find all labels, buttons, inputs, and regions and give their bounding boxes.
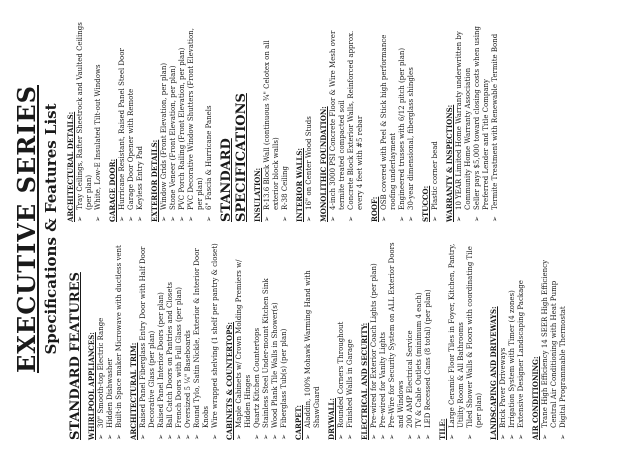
spec-section: [294, 236, 322, 440]
spec-section: [370, 18, 416, 222]
list-item-text: Wire wrapped shelving (1 shelf per pantry & closet): [211, 243, 219, 428]
arrow-bullet-icon: ➢: [455, 216, 463, 222]
arrow-bullet-icon: ➢: [508, 434, 516, 440]
section-list: [541, 236, 568, 440]
list-item: [178, 18, 187, 222]
list-item-text: Tiled Shower Walls & Floors with coordinating Tile (per plan): [466, 246, 483, 428]
section-list: [329, 18, 365, 222]
list-item: [415, 236, 424, 440]
arrow-bullet-icon: ➢: [329, 216, 337, 222]
list-item-text: Maple Cabinets w/ Crown Molding Premiers w/ Hidden Hinges: [235, 259, 252, 428]
list-item: [473, 18, 491, 222]
list-item-text: Stone Veneer (Front Elevation, per plan): [169, 65, 177, 210]
list-item: [379, 236, 388, 440]
list-item: [169, 18, 178, 222]
list-item: [193, 236, 211, 440]
section-list: [455, 18, 500, 222]
list-item-text: Termite Treatment with Renewable Termite Bond: [491, 33, 499, 210]
columns: [66, 18, 573, 440]
list-item-text: Brick Paver Driveways: [499, 347, 507, 428]
document-subtitle: Specifications & Features List: [42, 103, 60, 355]
list-item-text: PVC Porch Railing (Front Elevation, per plan): [178, 47, 186, 210]
spec-section: [225, 236, 289, 440]
list-item: [211, 236, 220, 440]
list-item-text: 30" Smooth-top Electric Range: [97, 317, 105, 428]
list-item-text: Tray Ceilings, Rafter Sheetrock and Vaulted Ceilings (per plan): [76, 22, 93, 210]
arrow-bullet-icon: ➢: [262, 434, 270, 440]
list-item-text: Pre-wired for Exterior Coach Lights (per plan): [370, 263, 378, 428]
list-item: [559, 236, 568, 440]
list-item-text: Hidden Dishwasher: [106, 358, 114, 428]
list-item-text: Hurricane Resistant, Raised Panel Steel Door: [118, 48, 126, 210]
list-item-text: Irrigation System with Timer (4 zones): [508, 290, 516, 428]
list-item-text: French Doors with Full Glass (per plan): [175, 286, 183, 428]
list-item: [118, 18, 127, 222]
arrow-bullet-icon: ➢: [380, 216, 388, 222]
list-item: [407, 18, 416, 222]
section-list: [448, 236, 484, 440]
list-item: [305, 18, 314, 222]
list-item-text: OSB covered with Peel & Stick high performance roofing underlayment: [380, 34, 397, 210]
list-item: [187, 18, 205, 222]
arrow-bullet-icon: ➢: [398, 216, 406, 222]
list-item-text: 16" on Center Wood Studs: [305, 116, 313, 210]
list-item: [388, 236, 406, 440]
list-item: [235, 236, 253, 440]
section-list: [235, 236, 289, 440]
arrow-bullet-icon: ➢: [184, 434, 192, 440]
section-title: EXTERIOR DETAILS:: [150, 139, 159, 222]
arrow-bullet-icon: ➢: [347, 216, 355, 222]
section-title: CARPET:: [294, 405, 303, 440]
list-item-text: Rounded Corners Throughout: [337, 321, 345, 428]
spec-section: [129, 236, 220, 440]
list-item: [157, 236, 166, 440]
right-bottom-sections: [253, 18, 500, 222]
list-item-text: Oversized 5 ¼" Baseboards: [184, 330, 192, 428]
list-item: [175, 236, 184, 440]
list-item: [263, 18, 281, 222]
left-column: [66, 236, 573, 440]
list-item-text: R-13.6 Block Wall (continuous ¾" Celotex on all exterior block walls): [263, 40, 280, 210]
section-title: LANDSCAPING AND DRIVEWAYS:: [489, 306, 498, 440]
arrow-bullet-icon: ➢: [424, 434, 432, 440]
list-item-text: Large Ceramic Floor Tiles in Foyer, Kitchen, Pantry, Utility Room & All Bathrooms: [448, 243, 465, 428]
list-item-text: Window Grids (Front Elevation, per plan): [160, 62, 168, 210]
list-item-text: Extensive Designer Landscaping Package: [517, 280, 525, 428]
list-item-text: Garage Door Opener with Remote: [127, 88, 135, 210]
right-column: [66, 18, 573, 222]
standard-specifications-heading: STANDARD SPECIFICATIONS: [219, 93, 249, 222]
list-item: [499, 236, 508, 440]
list-item-text: 6" Fascia & Hurricane Panels: [205, 105, 213, 210]
section-list: [97, 236, 124, 440]
list-item: [253, 236, 262, 440]
arrow-bullet-icon: ➢: [115, 434, 123, 440]
list-item-text: Engineered trusses with 6/12 pitch (per plan): [398, 47, 406, 210]
arrow-bullet-icon: ➢: [466, 434, 474, 440]
arrow-bullet-icon: ➢: [139, 434, 147, 440]
list-item-text: Built-in Space maker Microwave with ductless vent: [115, 245, 123, 428]
section-title: ELECTRICAL AND SECURITY:: [360, 322, 369, 440]
section-list: [139, 236, 220, 440]
spec-section: [253, 18, 290, 222]
arrow-bullet-icon: ➢: [370, 434, 378, 440]
section-list: [499, 236, 526, 440]
arrow-bullet-icon: ➢: [559, 434, 567, 440]
arrow-bullet-icon: ➢: [388, 434, 396, 440]
section-title: TILE:: [438, 418, 447, 440]
section-list: [431, 18, 440, 222]
list-item: [448, 236, 466, 440]
list-item-text: Wood Plank Tile Walls in Shower(s): [271, 302, 279, 428]
section-list: [370, 236, 433, 440]
arrow-bullet-icon: ➢: [281, 216, 289, 222]
arrow-bullet-icon: ➢: [187, 216, 195, 222]
arrow-bullet-icon: ➢: [431, 216, 439, 222]
arrow-bullet-icon: ➢: [160, 216, 168, 222]
list-item-text: Stainless Steel Under-mount Kitchen Sink: [262, 278, 270, 428]
section-list: [380, 18, 416, 222]
list-item: [329, 18, 347, 222]
list-item: [139, 236, 157, 440]
arrow-bullet-icon: ➢: [94, 216, 102, 222]
section-title: WHIRLPOOL APPLIANCES:: [87, 332, 96, 440]
arrow-bullet-icon: ➢: [263, 216, 271, 222]
arrow-bullet-icon: ➢: [305, 216, 313, 222]
list-item: [281, 18, 290, 222]
arrow-bullet-icon: ➢: [166, 434, 174, 440]
list-item: [424, 236, 433, 440]
spec-section: [327, 236, 355, 440]
list-item: [160, 18, 169, 222]
arrow-bullet-icon: ➢: [379, 434, 387, 440]
arrow-bullet-icon: ➢: [304, 434, 312, 440]
standard-features-heading: STANDARD FEATURES: [68, 272, 83, 440]
section-title: DRYWALL:: [327, 398, 336, 440]
list-item: [517, 236, 526, 440]
document-title: EXECUTIVE SERIES: [12, 85, 41, 374]
list-item: [398, 18, 407, 222]
arrow-bullet-icon: ➢: [448, 434, 456, 440]
list-item: [455, 18, 473, 222]
arrow-bullet-icon: ➢: [517, 434, 525, 440]
section-list: [160, 18, 214, 222]
spec-section: [319, 18, 365, 222]
spec-section: [438, 236, 484, 440]
list-item: [380, 18, 398, 222]
arrow-bullet-icon: ➢: [415, 434, 423, 440]
list-item-text: 200 AMP Electrical Service: [406, 330, 414, 428]
list-item-text: Raised Panel Interior Doors (per plan): [157, 292, 165, 428]
list-item-text: Aladdin, 100% Mohawk Warming Hand with ShawGuard: [304, 270, 321, 428]
section-title: CABINETS & COUNTERTOPS:: [225, 321, 234, 440]
section-list: [305, 18, 314, 222]
list-item: [541, 236, 559, 440]
list-item: [280, 236, 289, 440]
spec-section: [66, 18, 103, 222]
list-item-text: Quartz Kitchen Countertops: [253, 327, 261, 428]
spec-section: [489, 236, 526, 440]
section-title: MONOLITHIC FOUNDATION:: [319, 106, 328, 222]
list-item: [166, 236, 175, 440]
list-item-text: Keyless Entry Pad: [136, 146, 144, 210]
section-title: STUCCO:: [421, 185, 430, 222]
arrow-bullet-icon: ➢: [106, 434, 114, 440]
list-item: [115, 236, 124, 440]
arrow-bullet-icon: ➢: [97, 434, 105, 440]
spec-section: [87, 236, 124, 440]
list-item: [431, 18, 440, 222]
arrow-bullet-icon: ➢: [178, 216, 186, 222]
arrow-bullet-icon: ➢: [136, 216, 144, 222]
arrow-bullet-icon: ➢: [127, 216, 135, 222]
list-item-text: R-38 Ceiling: [281, 166, 289, 210]
spec-section: [295, 18, 314, 222]
list-item: [94, 18, 103, 222]
list-item-text: 4-inch 3000 PSI Concrete Floor & Wire Mesh over termite treated compacted soil: [329, 30, 346, 210]
document-header: [14, 18, 60, 440]
list-item-text: 30-year dimensional, fiberglass shingles: [407, 67, 415, 210]
section-title: WARRANTY & INSPECTIONS:: [445, 104, 454, 222]
arrow-bullet-icon: ➢: [205, 216, 213, 222]
list-item-text: Digital Programmable Thermostat: [559, 306, 567, 428]
list-item-text: Pre-wired for Vanity Lights: [379, 332, 387, 428]
list-item-text: Fiberglass Tub(s) (per plan): [280, 328, 288, 428]
list-item: [127, 18, 136, 222]
section-list: [337, 236, 355, 440]
arrow-bullet-icon: ➢: [211, 434, 219, 440]
right-top-sections: [66, 18, 214, 222]
list-item-text: White, Low-E Insulated Tilt-out Windows: [94, 64, 102, 210]
arrow-bullet-icon: ➢: [473, 216, 481, 222]
arrow-bullet-icon: ➢: [118, 216, 126, 222]
spec-section: [445, 18, 500, 222]
spec-section: [108, 18, 145, 222]
list-item-text: Pre-Wire for Security System on ALL Exterior Doors and Windows: [388, 242, 405, 428]
arrow-bullet-icon: ➢: [169, 216, 177, 222]
arrow-bullet-icon: ➢: [541, 434, 549, 440]
left-sections: [87, 236, 568, 440]
arrow-bullet-icon: ➢: [193, 434, 201, 440]
arrow-bullet-icon: ➢: [235, 434, 243, 440]
arrow-bullet-icon: ➢: [271, 434, 279, 440]
list-item-text: Plastic corner bead: [431, 141, 439, 210]
list-item: [508, 236, 517, 440]
arrow-bullet-icon: ➢: [406, 434, 414, 440]
list-item: [337, 236, 346, 440]
list-item: [347, 18, 365, 222]
list-item-text: 10 YEAR Limited Home Warranty underwritten by Community Home Warranty Association: [455, 31, 472, 210]
section-list: [76, 18, 103, 222]
list-item-text: Round Tylo, Satin Nickle, Exterior & Interior Door Knobs: [193, 248, 210, 428]
list-item-text: Finished Walls in Garage: [346, 339, 354, 428]
arrow-bullet-icon: ➢: [407, 216, 415, 222]
spec-section: [421, 18, 440, 222]
section-title: ARCHITECTURAL TRIM:: [129, 342, 138, 440]
list-item-text: Ball Catch Doors on Pantries and Closets: [166, 282, 174, 428]
section-title: GARAGE DOOR:: [108, 158, 117, 222]
list-item: [406, 236, 415, 440]
list-item: [304, 236, 322, 440]
list-item: [205, 18, 214, 222]
list-item-text: LED Recessed Cans (8 total) (per plan): [424, 289, 432, 428]
section-title: INTERIOR WALLS:: [295, 148, 304, 222]
spec-section: [150, 18, 214, 222]
list-item-text: Raised Panel Fiberglass Entry Door with Half Door Decorative Glass (per plan): [139, 246, 156, 428]
list-item: [346, 236, 355, 440]
section-title: ARCHITECTURAL DETAILS:: [66, 111, 75, 222]
list-item: [97, 236, 106, 440]
section-title: INSULATION:: [253, 167, 262, 222]
spec-section: [360, 236, 433, 440]
arrow-bullet-icon: ➢: [76, 216, 84, 222]
list-item: [466, 236, 484, 440]
section-list: [118, 18, 145, 222]
arrow-bullet-icon: ➢: [280, 434, 288, 440]
arrow-bullet-icon: ➢: [253, 434, 261, 440]
list-item: [262, 236, 271, 440]
arrow-bullet-icon: ➢: [175, 434, 183, 440]
arrow-bullet-icon: ➢: [346, 434, 354, 440]
list-item-text: Concrete Block Exterior Walls, Reinforced approx. every 4 feet with #5 rebar: [347, 30, 364, 210]
section-list: [263, 18, 290, 222]
list-item: [76, 18, 94, 222]
list-item-text: Seller pays $5,000 toward closing costs when using Preferred Lender and Title Company: [473, 26, 490, 210]
list-item: [136, 18, 145, 222]
arrow-bullet-icon: ➢: [491, 216, 499, 222]
section-title: ROOF:: [370, 196, 379, 222]
arrow-bullet-icon: ➢: [157, 434, 165, 440]
list-item: [184, 236, 193, 440]
list-item: [106, 236, 115, 440]
list-item-text: TV & Cable Outlets (minimum 4 each): [415, 292, 423, 428]
list-item-text: PVC Decorative Window Shutters (Front Elevation, per plan): [187, 28, 204, 210]
list-item: [271, 236, 280, 440]
section-title: AIR CONDITIONING:: [531, 356, 540, 440]
list-item-text: Trane High Efficiency 14 SEER High Efficiency Central Air Conditioning with Heat Pump: [541, 259, 558, 428]
section-list: [304, 236, 322, 440]
list-item: [491, 18, 500, 222]
list-item: [370, 236, 379, 440]
spec-section: [531, 236, 568, 440]
arrow-bullet-icon: ➢: [337, 434, 345, 440]
arrow-bullet-icon: ➢: [499, 434, 507, 440]
